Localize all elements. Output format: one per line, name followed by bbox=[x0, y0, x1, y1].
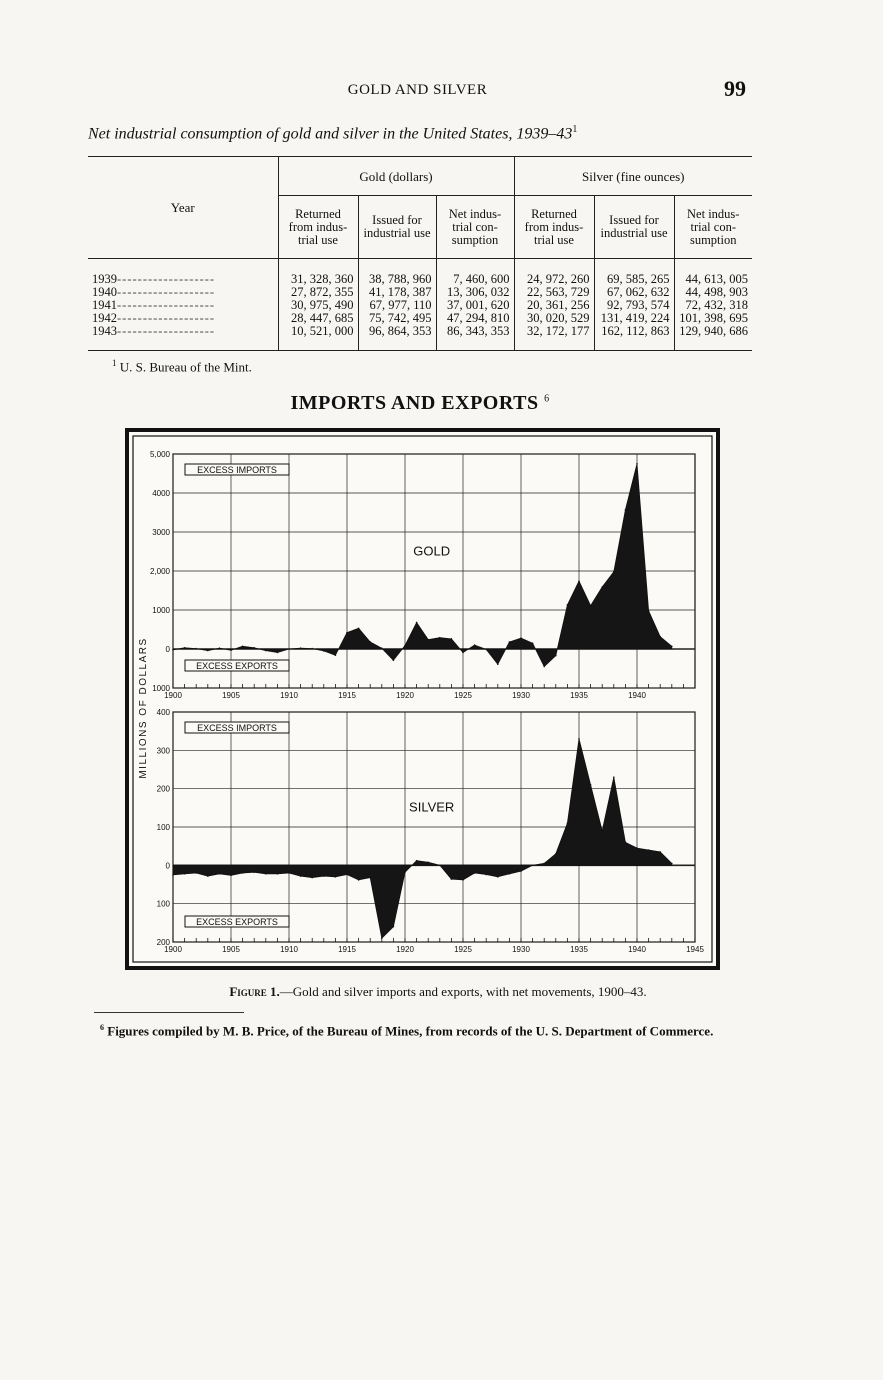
gold-data-point bbox=[648, 610, 650, 612]
gold-x-tick-label: 1940 bbox=[628, 691, 646, 700]
table-cell: 131, 419, 224 bbox=[594, 312, 674, 325]
silver-y-tick-label: 100 bbox=[156, 899, 170, 909]
gold-data-point bbox=[451, 638, 453, 640]
page-footnote-text: Figures compiled by M. B. Price, of the Bureau of Mines, from records of the U. S. Department of Commerce. bbox=[107, 1023, 714, 1039]
page-number: 99 bbox=[724, 76, 746, 101]
gold-data-point bbox=[532, 642, 534, 644]
gold-data-point bbox=[625, 509, 627, 511]
table-cell: 13, 306, 032 bbox=[436, 286, 514, 299]
table-cell: 24, 972, 260 bbox=[514, 259, 594, 287]
gold-data-point bbox=[207, 650, 209, 652]
silver-data-point bbox=[497, 876, 499, 878]
silver-data-point bbox=[625, 842, 627, 844]
running-title: GOLD AND SILVER bbox=[347, 82, 488, 98]
gold-y-tick-label: 4000 bbox=[152, 489, 170, 498]
table-row bbox=[88, 259, 752, 287]
year-cell: 1941------------------- bbox=[92, 298, 216, 312]
silver-chart-title: SILVER bbox=[409, 799, 455, 815]
table-cell: 32, 172, 177 bbox=[514, 325, 594, 351]
silver-data-point bbox=[474, 872, 476, 874]
gold-data-point bbox=[601, 586, 603, 588]
gold-y-tick-label: 1000 bbox=[152, 684, 170, 693]
gold-data-point bbox=[509, 641, 511, 643]
silver-data-point bbox=[335, 876, 337, 878]
imports-exports-figure bbox=[125, 428, 720, 970]
gold-y-tick-label: 1000 bbox=[152, 606, 170, 615]
silver-x-tick-label: 1905 bbox=[222, 945, 240, 954]
gold-x-tick-label: 1915 bbox=[338, 691, 356, 700]
section-title bbox=[0, 392, 840, 415]
silver-data-point bbox=[195, 872, 197, 874]
gold-y-tick-label: 5,000 bbox=[149, 450, 170, 459]
gold-data-point bbox=[416, 622, 418, 624]
page-footnote-ref: 6 bbox=[100, 1023, 104, 1032]
gold-data-point bbox=[184, 647, 186, 649]
silver-x-tick-label: 1920 bbox=[396, 945, 414, 954]
gold-y-tick-label: 3000 bbox=[152, 528, 170, 537]
table-cell: 44, 498, 903 bbox=[674, 286, 752, 299]
silver-data-point bbox=[207, 875, 209, 877]
gold-data-point bbox=[543, 666, 545, 668]
silver-y-tick-label: 100 bbox=[156, 823, 170, 832]
table-cell: 47, 294, 810 bbox=[436, 312, 514, 325]
gold-x-tick-label: 1925 bbox=[454, 691, 472, 700]
column-header: Net indus-trial con-sumption bbox=[674, 196, 752, 259]
column-header: Issued for industrial use bbox=[358, 196, 436, 259]
gold-data-point bbox=[636, 463, 638, 465]
figure-caption bbox=[0, 984, 876, 1000]
gold-excess-imports-label: EXCESS IMPORTS bbox=[197, 465, 277, 475]
table-caption-text: Net industrial consumption of gold and silver in the United States, 1939–43 bbox=[88, 125, 573, 143]
gold-x-tick-label: 1935 bbox=[570, 691, 588, 700]
silver-x-tick-label: 1935 bbox=[570, 945, 588, 954]
silver-data-point bbox=[578, 738, 580, 740]
gold-data-point bbox=[520, 637, 522, 639]
gold-data-point bbox=[277, 652, 279, 654]
table-footnote-ref: 1 bbox=[112, 358, 117, 368]
table-cell: 20, 361, 256 bbox=[514, 299, 594, 312]
silver-data-point bbox=[323, 875, 325, 877]
silver-data-point bbox=[613, 776, 615, 778]
gold-data-point bbox=[381, 647, 383, 649]
year-cell: 1942------------------- bbox=[92, 311, 216, 325]
silver-y-tick-label: 200 bbox=[156, 938, 170, 947]
page-footnote bbox=[88, 1020, 758, 1039]
silver-data-point bbox=[184, 873, 186, 875]
gold-y-tick-label: 0 bbox=[165, 645, 170, 654]
gold-data-point bbox=[346, 632, 348, 634]
gold-data-point bbox=[555, 655, 557, 657]
gold-x-tick-label: 1910 bbox=[280, 691, 298, 700]
gold-data-point bbox=[485, 649, 487, 651]
table-cell: 22, 563, 729 bbox=[514, 286, 594, 299]
silver-data-point bbox=[381, 937, 383, 939]
table-footnote bbox=[112, 358, 252, 375]
silver-y-tick-label: 0 bbox=[165, 861, 170, 871]
silver-data-point bbox=[601, 830, 603, 832]
table-cell: 31, 328, 360 bbox=[278, 259, 358, 287]
silver-data-point bbox=[451, 878, 453, 880]
silver-data-point bbox=[300, 875, 302, 877]
silver-data-point bbox=[659, 851, 661, 853]
silver-data-point bbox=[648, 849, 650, 851]
gold-y-tick-label: 2,000 bbox=[149, 567, 170, 576]
silver-data-point bbox=[485, 874, 487, 876]
table-cell: 44, 613, 005 bbox=[674, 259, 752, 287]
table-cell: 129, 940, 686 bbox=[674, 325, 752, 351]
table-cell: 30, 975, 490 bbox=[278, 299, 358, 312]
silver-data-point bbox=[253, 871, 255, 873]
silver-data-point bbox=[543, 863, 545, 865]
table-cell: 75, 742, 495 bbox=[358, 312, 436, 325]
silver-data-point bbox=[393, 926, 395, 928]
silver-data-point bbox=[311, 877, 313, 879]
gold-data-point bbox=[659, 636, 661, 638]
consumption-table bbox=[88, 156, 752, 351]
gold-data-point bbox=[462, 652, 464, 654]
gold-data-point bbox=[404, 645, 406, 647]
gold-excess-exports-label: EXCESS EXPORTS bbox=[196, 661, 278, 671]
gold-data-point bbox=[474, 644, 476, 646]
gold-data-point bbox=[230, 649, 232, 651]
table-cell: 7, 460, 600 bbox=[436, 259, 514, 287]
imports-exports-chart bbox=[125, 428, 720, 970]
y-axis-label: MILLIONS OF DOLLARS bbox=[138, 637, 149, 779]
section-title-text: IMPORTS AND EXPORTS bbox=[290, 392, 539, 414]
gold-data-point bbox=[393, 660, 395, 662]
gold-group-header: Gold (dollars) bbox=[278, 157, 514, 196]
table-cell: 38, 788, 960 bbox=[358, 259, 436, 287]
table-row bbox=[88, 325, 752, 351]
table-cell: 92, 793, 574 bbox=[594, 299, 674, 312]
gold-data-point bbox=[335, 654, 337, 656]
gold-data-point bbox=[288, 648, 290, 650]
gold-data-point bbox=[311, 648, 313, 650]
silver-x-tick-label: 1930 bbox=[512, 945, 530, 954]
gold-data-point bbox=[613, 571, 615, 573]
silver-data-point bbox=[427, 861, 429, 863]
table-cell: 30, 020, 529 bbox=[514, 312, 594, 325]
table-cell: 37, 001, 620 bbox=[436, 299, 514, 312]
silver-group-header: Silver (fine ounces) bbox=[514, 157, 752, 196]
silver-data-point bbox=[288, 872, 290, 874]
gold-data-point bbox=[242, 645, 244, 647]
column-header: Net indus-trial con-sumption bbox=[436, 196, 514, 259]
silver-data-point bbox=[555, 853, 557, 855]
silver-data-point bbox=[230, 875, 232, 877]
gold-data-point bbox=[323, 650, 325, 652]
gold-data-point bbox=[578, 580, 580, 582]
gold-data-point bbox=[439, 637, 441, 639]
silver-data-point bbox=[462, 879, 464, 881]
silver-x-tick-label: 1915 bbox=[338, 945, 356, 954]
table-cell: 101, 398, 695 bbox=[674, 312, 752, 325]
silver-excess-exports-label: EXCESS EXPORTS bbox=[196, 917, 278, 927]
section-title-ref: 6 bbox=[544, 393, 550, 405]
gold-data-point bbox=[590, 605, 592, 607]
table-cell: 67, 062, 632 bbox=[594, 286, 674, 299]
silver-data-point bbox=[277, 873, 279, 875]
figure-caption-text: —Gold and silver imports and exports, with net movements, 1900–43. bbox=[279, 984, 647, 999]
silver-data-point bbox=[416, 860, 418, 862]
table-cell: 28, 447, 685 bbox=[278, 312, 358, 325]
silver-y-tick-label: 200 bbox=[156, 784, 170, 794]
silver-data-point bbox=[590, 784, 592, 786]
gold-data-point bbox=[427, 639, 429, 641]
table-cell: 69, 585, 265 bbox=[594, 259, 674, 287]
table-cell: 72, 432, 318 bbox=[674, 299, 752, 312]
gold-data-point bbox=[358, 628, 360, 630]
year-cell: 1943------------------- bbox=[88, 325, 278, 351]
table-cell: 86, 343, 353 bbox=[436, 325, 514, 351]
gold-chart-title: GOLD bbox=[413, 543, 451, 559]
silver-y-tick-label: 400 bbox=[156, 708, 170, 717]
gold-data-point bbox=[300, 647, 302, 649]
silver-data-point bbox=[219, 873, 221, 875]
figure-caption-label: Figure 1. bbox=[229, 984, 280, 999]
table-cell: 96, 864, 353 bbox=[358, 325, 436, 351]
silver-data-point bbox=[439, 865, 441, 867]
silver-x-tick-label: 1925 bbox=[454, 945, 472, 954]
silver-data-point bbox=[520, 870, 522, 872]
silver-data-point bbox=[404, 871, 406, 873]
gold-x-tick-label: 1920 bbox=[396, 691, 414, 700]
year-cell: 1940------------------- bbox=[92, 285, 216, 299]
gold-data-point bbox=[253, 647, 255, 649]
silver-excess-imports-label: EXCESS IMPORTS bbox=[197, 723, 277, 733]
gold-x-tick-label: 1905 bbox=[222, 691, 240, 700]
gold-data-point bbox=[172, 649, 174, 651]
silver-data-point bbox=[532, 865, 534, 867]
silver-y-tick-label: 300 bbox=[156, 746, 170, 756]
table-cell: 162, 112, 863 bbox=[594, 325, 674, 351]
table-footnote-text: U. S. Bureau of the Mint. bbox=[119, 359, 252, 375]
gold-data-point bbox=[195, 648, 197, 650]
year-header: Year bbox=[88, 157, 278, 259]
gold-data-point bbox=[671, 645, 673, 647]
silver-data-point bbox=[509, 873, 511, 875]
silver-data-point bbox=[369, 877, 371, 879]
silver-data-point bbox=[671, 863, 673, 865]
silver-data-point bbox=[346, 874, 348, 876]
silver-data-point bbox=[242, 872, 244, 874]
gold-data-point bbox=[219, 647, 221, 649]
silver-data-point bbox=[636, 847, 638, 849]
table-cell: 10, 521, 000 bbox=[278, 325, 358, 351]
column-header: Issued for industrial use bbox=[594, 196, 674, 259]
gold-data-point bbox=[265, 650, 267, 652]
table-cell: 41, 178, 387 bbox=[358, 286, 436, 299]
column-header: Returned from indus-trial use bbox=[278, 196, 358, 259]
silver-data-point bbox=[567, 822, 569, 824]
silver-data-point bbox=[172, 874, 174, 876]
column-header: Returned from indus-trial use bbox=[514, 196, 594, 259]
silver-x-tick-label: 1945 bbox=[686, 945, 704, 954]
year-cell: 1939------------------- bbox=[92, 272, 216, 286]
silver-x-tick-label: 1910 bbox=[280, 945, 298, 954]
silver-x-tick-label: 1900 bbox=[164, 945, 182, 954]
table-cell: 27, 872, 355 bbox=[278, 286, 358, 299]
silver-data-point bbox=[265, 873, 267, 875]
footnote-divider bbox=[94, 1012, 244, 1013]
gold-data-point bbox=[497, 663, 499, 665]
silver-x-tick-label: 1940 bbox=[628, 945, 646, 954]
table-caption-ref: 1 bbox=[572, 124, 578, 135]
silver-data-point bbox=[358, 879, 360, 881]
gold-x-tick-label: 1930 bbox=[512, 691, 530, 700]
gold-data-point bbox=[567, 604, 569, 606]
gold-data-point bbox=[369, 641, 371, 643]
table-cell: 67, 977, 110 bbox=[358, 299, 436, 312]
table-caption bbox=[88, 124, 758, 143]
gold-x-tick-label: 1900 bbox=[164, 691, 182, 700]
